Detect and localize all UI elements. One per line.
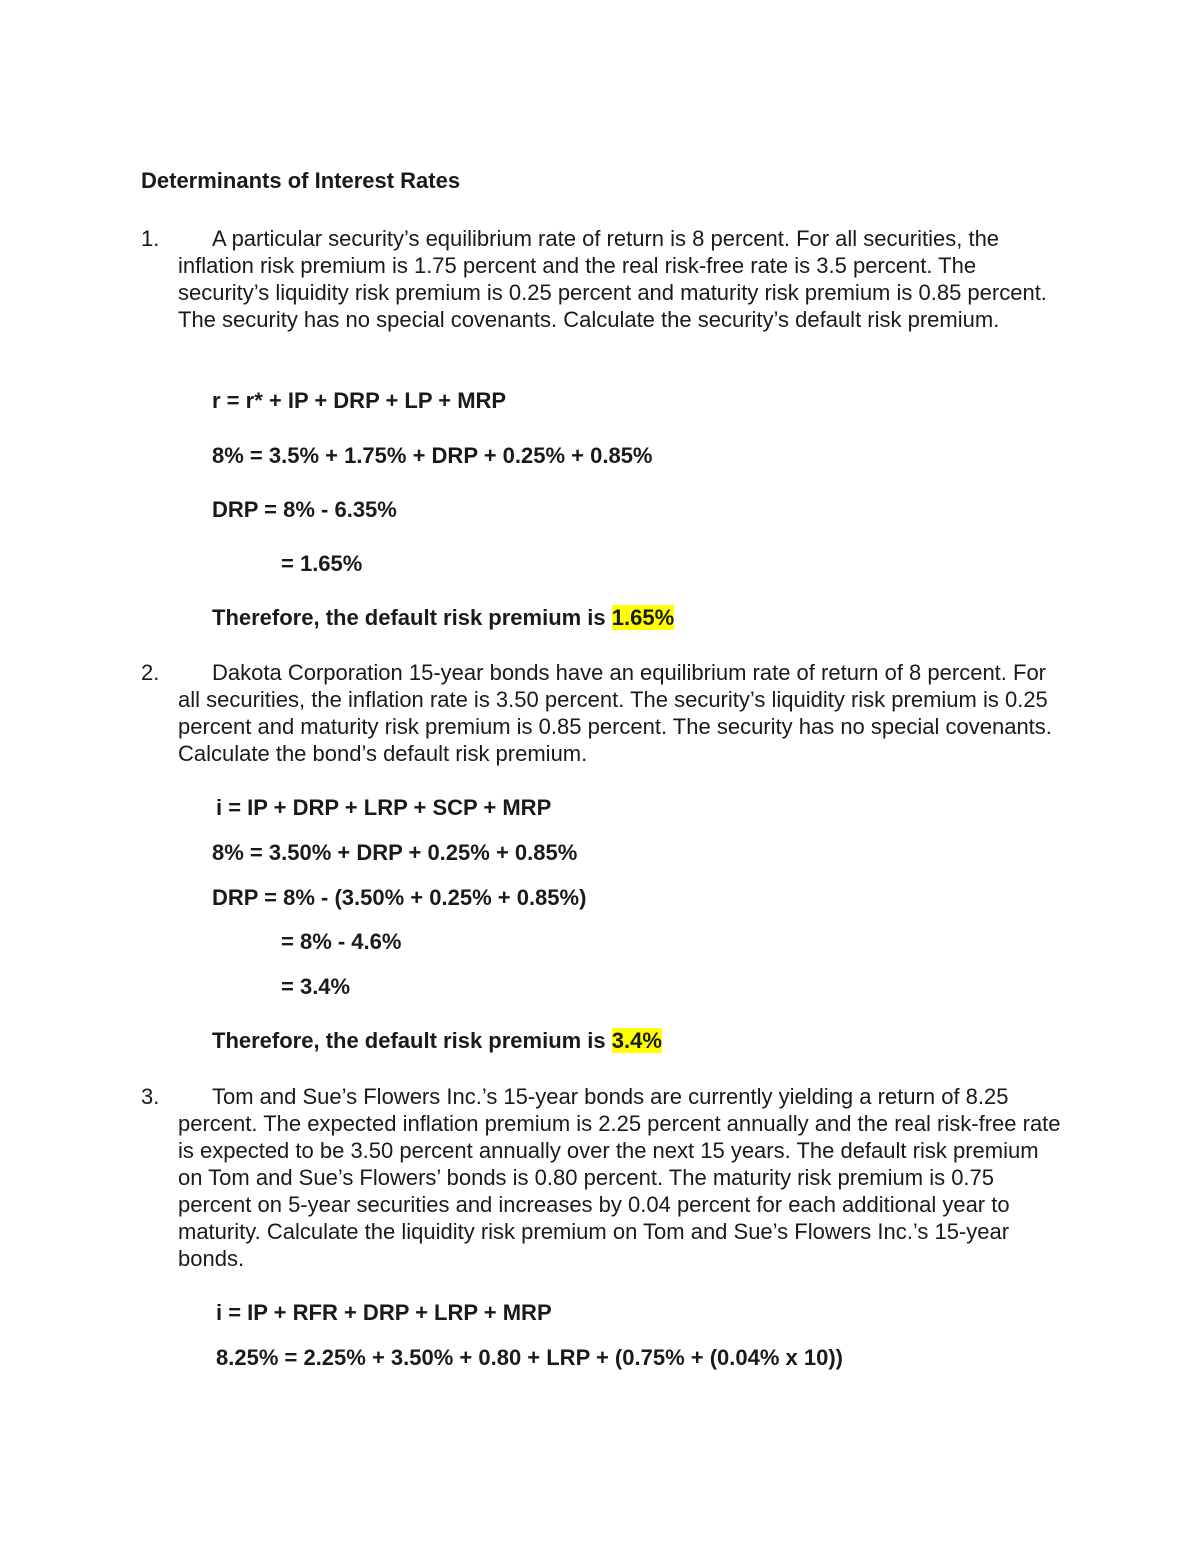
conclusion	[212, 1028, 662, 1054]
equation: r = r* + IP + DRP + LP + MRP	[212, 388, 507, 413]
problem-number: 3.	[141, 1084, 160, 1109]
equation: = 8% - 4.6%	[281, 929, 402, 954]
equation: = 3.4%	[281, 974, 351, 999]
problem-text: A particular security’s equilibrium rate of return is 8 percent. For all securities, the inflation risk premium is 1.75 percent and the real risk-free rate is 3.5 percent. The security’s liquidity risk premium is 0.25 percent and maturity risk premium is 0.85 percent. The security has no special covenants. Calculate the security’s default risk premium.	[178, 226, 1047, 332]
problem-text: Tom and Sue’s Flowers Inc.’s 15-year bonds are currently yielding a return of 8.25 percent. The expected inflation premium is 2.25 percent annually and the real risk-free rate is expected to be 3.50 percent annually over the next 15 years. The default risk premium on Tom and Sue’s Flowers’ bonds is 0.80 percent. The maturity risk premium is 0.75 percent on 5-year securities and increases by 0.04 percent for each additional year to maturity. Calculate the liquidity risk premium on Tom and Sue’s Flowers Inc.’s 15-year bonds.	[178, 1084, 1061, 1271]
conclusion	[212, 605, 674, 631]
highlighted-answer: 3.4%	[611, 1028, 662, 1053]
problem-number: 2.	[141, 660, 160, 685]
conclusion-text: Therefore, the default risk premium is	[212, 1028, 612, 1053]
equation: 8% = 3.5% + 1.75% + DRP + 0.25% + 0.85%	[212, 443, 653, 468]
problem-text: Dakota Corporation 15-year bonds have an equilibrium rate of return of 8 percent. For all securities, the inflation rate is 3.50 percent. The security’s liquidity risk premium is 0.25 percent and maturity risk premium is 0.85 percent. The security has no special covenants. Calculate the bond’s default risk premium.	[178, 660, 1052, 766]
problem-number: 1.	[141, 226, 160, 251]
equation: 8.25% = 2.25% + 3.50% + 0.80 + LRP + (0.75% + (0.04% x 10))	[216, 1345, 843, 1370]
highlighted-answer: 1.65%	[611, 605, 675, 630]
equation: i = IP + RFR + DRP + LRP + MRP	[216, 1300, 552, 1325]
equation: i = IP + DRP + LRP + SCP + MRP	[216, 795, 552, 820]
equation: 8% = 3.50% + DRP + 0.25% + 0.85%	[212, 840, 578, 865]
conclusion-text: Therefore, the default risk premium is	[212, 605, 612, 630]
document-title: Determinants of Interest Rates	[141, 168, 461, 193]
equation: DRP = 8% - 6.35%	[212, 497, 397, 522]
equation: = 1.65%	[281, 551, 363, 576]
equation: DRP = 8% - (3.50% + 0.25% + 0.85%)	[212, 885, 587, 910]
